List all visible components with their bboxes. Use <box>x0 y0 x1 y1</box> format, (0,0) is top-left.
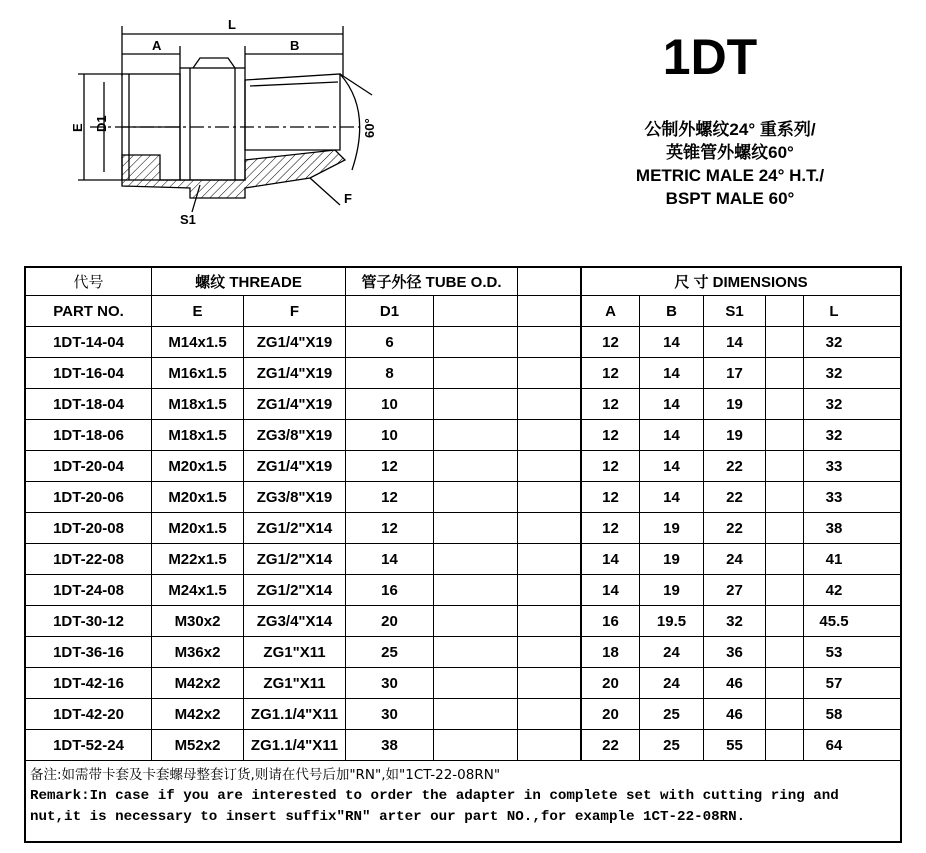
cell-blank <box>434 606 518 636</box>
cell-spacer <box>518 513 582 543</box>
cell-dim-a: 12 <box>582 358 640 388</box>
cell-dim-s1: 46 <box>704 668 766 698</box>
table-row <box>26 606 900 637</box>
cell-thread-f: ZG1.1/4"X11 <box>244 730 346 760</box>
subtitle-line: BSPT MALE 60° <box>665 189 795 208</box>
cell-part-no: 1DT-36-16 <box>26 637 152 667</box>
cell-tube-d1: 38 <box>346 730 434 760</box>
cell-blank <box>766 637 804 667</box>
cell-dim-a: 14 <box>582 544 640 574</box>
cell-thread-f: ZG3/8"X19 <box>244 420 346 450</box>
cell-dim-l: 32 <box>825 333 843 351</box>
dim-label-E: E <box>70 123 85 132</box>
cell-dim-s1: 36 <box>704 637 766 667</box>
table-row <box>26 389 900 420</box>
cell-part-no: 1DT-42-20 <box>26 699 152 729</box>
cell-tube-d1: 12 <box>346 451 434 481</box>
cell-spacer <box>518 327 582 357</box>
remark <box>26 761 900 841</box>
cell-tube-d1: 30 <box>346 668 434 698</box>
header-part-en: PART NO. <box>26 296 152 326</box>
cell-thread-f: ZG1/4"X19 <box>244 327 346 357</box>
cell-dim-l: 32 <box>825 426 843 444</box>
cell-dim-b: 24 <box>640 668 704 698</box>
cell-dim-l: 33 <box>825 488 843 506</box>
cell-part-no: 1DT-52-24 <box>26 730 152 760</box>
cell-thread-e: M20x1.5 <box>152 513 244 543</box>
dim-label-A: A <box>152 38 162 53</box>
cell-thread-e: M16x1.5 <box>152 358 244 388</box>
cell-blank <box>434 482 518 512</box>
cell-dim-l: 57 <box>825 674 843 692</box>
cell-dim-s1: 27 <box>704 575 766 605</box>
cell-dim-b: 19 <box>640 575 704 605</box>
cell-dim-b: 25 <box>640 699 704 729</box>
header-B: B <box>640 296 704 326</box>
cell-blank <box>434 389 518 419</box>
cell-dim-l: 38 <box>825 519 843 537</box>
cell-thread-e: M52x2 <box>152 730 244 760</box>
cell-part-no: 1DT-22-08 <box>26 544 152 574</box>
cell-thread-e: M42x2 <box>152 699 244 729</box>
cell-dim-b: 14 <box>640 358 704 388</box>
cell-dim-a: 14 <box>582 575 640 605</box>
cell-thread-f: ZG1"X11 <box>244 637 346 667</box>
cell-dim-l: 32 <box>825 364 843 382</box>
subtitle-line: 英锥管外螺纹60° <box>666 143 794 162</box>
header-D1: D1 <box>346 296 434 326</box>
cell-part-no: 1DT-24-08 <box>26 575 152 605</box>
cell-blank <box>434 327 518 357</box>
cell-spacer <box>518 358 582 388</box>
table-row <box>26 575 900 606</box>
cell-thread-e: M14x1.5 <box>152 327 244 357</box>
cell-thread-e: M36x2 <box>152 637 244 667</box>
cell-dim-s1: 19 <box>704 420 766 450</box>
header-F: F <box>244 296 346 326</box>
cell-thread-e: M42x2 <box>152 668 244 698</box>
cell-part-no: 1DT-20-04 <box>26 451 152 481</box>
cell-spacer <box>518 575 582 605</box>
cell-dim-b: 25 <box>640 730 704 760</box>
cell-part-no: 1DT-18-04 <box>26 389 152 419</box>
cell-dim-l: 64 <box>825 736 843 754</box>
header-S1: S1 <box>704 296 766 326</box>
table-row <box>26 544 900 575</box>
cell-dim-a: 12 <box>582 327 640 357</box>
cell-tube-d1: 10 <box>346 389 434 419</box>
table-row <box>26 668 900 699</box>
remark-en-line2: nut,it is necessary to insert suffix"RN" arter our part NO.,for example 1CT-22-08RN. <box>30 809 746 825</box>
cell-part-no: 1DT-20-08 <box>26 513 152 543</box>
dim-label-angle: 60° <box>362 118 377 138</box>
cell-dim-a: 22 <box>582 730 640 760</box>
table-body <box>26 327 900 761</box>
cell-dim-b: 14 <box>640 451 704 481</box>
table-row <box>26 637 900 668</box>
remark-cn: 备注:如需带卡套及卡套螺母整套订货,则请在代号后加"RN",如"1CT-22-08RN" <box>30 767 501 783</box>
cell-blank <box>434 544 518 574</box>
cell-tube-d1: 6 <box>346 327 434 357</box>
header-L: L <box>829 302 839 320</box>
cell-dim-a: 20 <box>582 699 640 729</box>
dim-label-D1: D1 <box>94 115 109 132</box>
cell-dim-s1: 32 <box>704 606 766 636</box>
cell-dim-a: 12 <box>582 451 640 481</box>
table-row <box>26 730 900 761</box>
cell-dim-b: 14 <box>640 420 704 450</box>
cell-spacer <box>518 420 582 450</box>
remark-en-line1: Remark:In case if you are interested to order the adapter in complete set with cutting ring and <box>30 788 839 804</box>
cell-tube-d1: 30 <box>346 699 434 729</box>
cell-dim-s1: 22 <box>704 482 766 512</box>
cell-thread-e: M22x1.5 <box>152 544 244 574</box>
cell-dim-b: 19 <box>640 544 704 574</box>
header-blank <box>434 296 518 326</box>
cell-blank <box>434 637 518 667</box>
header-dimensions: 尺 寸 DIMENSIONS <box>674 274 808 291</box>
cell-spacer <box>518 606 582 636</box>
cell-blank <box>766 606 804 636</box>
cell-blank <box>766 327 804 357</box>
cell-spacer <box>518 699 582 729</box>
cell-dim-a: 20 <box>582 668 640 698</box>
cell-tube-d1: 12 <box>346 513 434 543</box>
dim-label-F: F <box>344 191 352 206</box>
cell-thread-f: ZG1/2"X14 <box>244 575 346 605</box>
cell-blank <box>766 699 804 729</box>
cell-tube-d1: 10 <box>346 420 434 450</box>
dim-label-S1: S1 <box>180 212 196 227</box>
cell-spacer <box>518 451 582 481</box>
cell-blank <box>434 575 518 605</box>
header-spacer <box>518 268 582 295</box>
header-part-cn: 代号 <box>26 268 152 295</box>
cell-thread-f: ZG1/2"X14 <box>244 513 346 543</box>
cell-thread-f: ZG1/4"X19 <box>244 358 346 388</box>
cell-blank <box>766 451 804 481</box>
cell-dim-l: 41 <box>825 550 843 568</box>
cell-blank <box>434 513 518 543</box>
cell-dim-s1: 46 <box>704 699 766 729</box>
cell-blank <box>434 358 518 388</box>
cell-part-no: 1DT-42-16 <box>26 668 152 698</box>
cell-blank <box>766 389 804 419</box>
cell-thread-e: M24x1.5 <box>152 575 244 605</box>
cell-dim-b: 19.5 <box>640 606 704 636</box>
cell-thread-f: ZG1/4"X19 <box>244 389 346 419</box>
cell-dim-l: 45.5 <box>819 612 849 630</box>
cell-thread-f: ZG1/2"X14 <box>244 544 346 574</box>
cell-blank <box>766 668 804 698</box>
cell-dim-a: 18 <box>582 637 640 667</box>
cell-tube-d1: 8 <box>346 358 434 388</box>
subtitle-line: 公制外螺纹24° 重系列/ <box>644 120 816 139</box>
cell-dim-l: 58 <box>825 705 843 723</box>
cell-dim-s1: 14 <box>704 327 766 357</box>
page-title: 1DT <box>662 29 758 85</box>
cell-spacer <box>518 668 582 698</box>
cell-tube-d1: 20 <box>346 606 434 636</box>
table-header-top <box>26 268 900 296</box>
cell-thread-f: ZG1/4"X19 <box>244 451 346 481</box>
cell-dim-b: 14 <box>640 327 704 357</box>
dim-label-L: L <box>228 17 236 32</box>
cell-dim-a: 12 <box>582 389 640 419</box>
cell-part-no: 1DT-30-12 <box>26 606 152 636</box>
header-tube: 管子外径 TUBE O.D. <box>346 268 518 295</box>
cell-blank <box>766 358 804 388</box>
cell-blank <box>434 699 518 729</box>
cell-part-no: 1DT-20-06 <box>26 482 152 512</box>
table-row <box>26 451 900 482</box>
table-row <box>26 420 900 451</box>
spec-table <box>24 266 902 843</box>
cell-dim-b: 24 <box>640 637 704 667</box>
cell-dim-a: 12 <box>582 482 640 512</box>
table-row <box>26 699 900 730</box>
cell-spacer <box>518 544 582 574</box>
cell-dim-s1: 17 <box>704 358 766 388</box>
dim-label-B: B <box>290 38 300 53</box>
cell-blank <box>434 730 518 760</box>
cell-thread-f: ZG3/4"X14 <box>244 606 346 636</box>
header-thread: 螺纹 THREADE <box>152 268 346 295</box>
cell-dim-l: 53 <box>825 643 843 661</box>
cell-blank <box>766 575 804 605</box>
cell-blank <box>434 420 518 450</box>
cell-thread-f: ZG1.1/4"X11 <box>244 699 346 729</box>
cell-dim-s1: 24 <box>704 544 766 574</box>
cell-part-no: 1DT-16-04 <box>26 358 152 388</box>
cell-dim-s1: 55 <box>704 730 766 760</box>
cell-blank <box>766 544 804 574</box>
page-subtitle <box>560 118 900 210</box>
header-E: E <box>152 296 244 326</box>
cell-dim-b: 14 <box>640 389 704 419</box>
cell-tube-d1: 25 <box>346 637 434 667</box>
header-blank <box>766 296 804 326</box>
cell-dim-l: 32 <box>825 395 843 413</box>
cell-thread-e: M18x1.5 <box>152 420 244 450</box>
header-A: A <box>582 296 640 326</box>
cell-blank <box>766 513 804 543</box>
cell-dim-s1: 22 <box>704 513 766 543</box>
header-spacer <box>518 296 582 326</box>
cell-blank <box>766 730 804 760</box>
cell-dim-l: 42 <box>825 581 843 599</box>
cell-blank <box>434 451 518 481</box>
table-header-sub <box>26 296 900 327</box>
subtitle-line: METRIC MALE 24° H.T./ <box>635 166 825 185</box>
cell-spacer <box>518 637 582 667</box>
cell-tube-d1: 16 <box>346 575 434 605</box>
table-row <box>26 482 900 513</box>
cell-dim-b: 14 <box>640 482 704 512</box>
cell-dim-l: 33 <box>825 457 843 475</box>
cell-part-no: 1DT-18-06 <box>26 420 152 450</box>
cell-thread-f: ZG1"X11 <box>244 668 346 698</box>
cell-tube-d1: 12 <box>346 482 434 512</box>
cell-thread-f: ZG3/8"X19 <box>244 482 346 512</box>
cell-thread-e: M18x1.5 <box>152 389 244 419</box>
cell-thread-e: M30x2 <box>152 606 244 636</box>
cell-spacer <box>518 482 582 512</box>
cell-part-no: 1DT-14-04 <box>26 327 152 357</box>
cell-blank <box>766 482 804 512</box>
cell-dim-a: 16 <box>582 606 640 636</box>
cell-spacer <box>518 730 582 760</box>
cell-dim-s1: 19 <box>704 389 766 419</box>
cell-blank <box>766 420 804 450</box>
cell-dim-s1: 22 <box>704 451 766 481</box>
table-row <box>26 358 900 389</box>
cell-thread-e: M20x1.5 <box>152 482 244 512</box>
cell-dim-a: 12 <box>582 513 640 543</box>
cell-dim-a: 12 <box>582 420 640 450</box>
cell-thread-e: M20x1.5 <box>152 451 244 481</box>
cell-blank <box>434 668 518 698</box>
table-row <box>26 327 900 358</box>
cell-tube-d1: 14 <box>346 544 434 574</box>
cell-spacer <box>518 389 582 419</box>
table-row <box>26 513 900 544</box>
cell-dim-b: 19 <box>640 513 704 543</box>
